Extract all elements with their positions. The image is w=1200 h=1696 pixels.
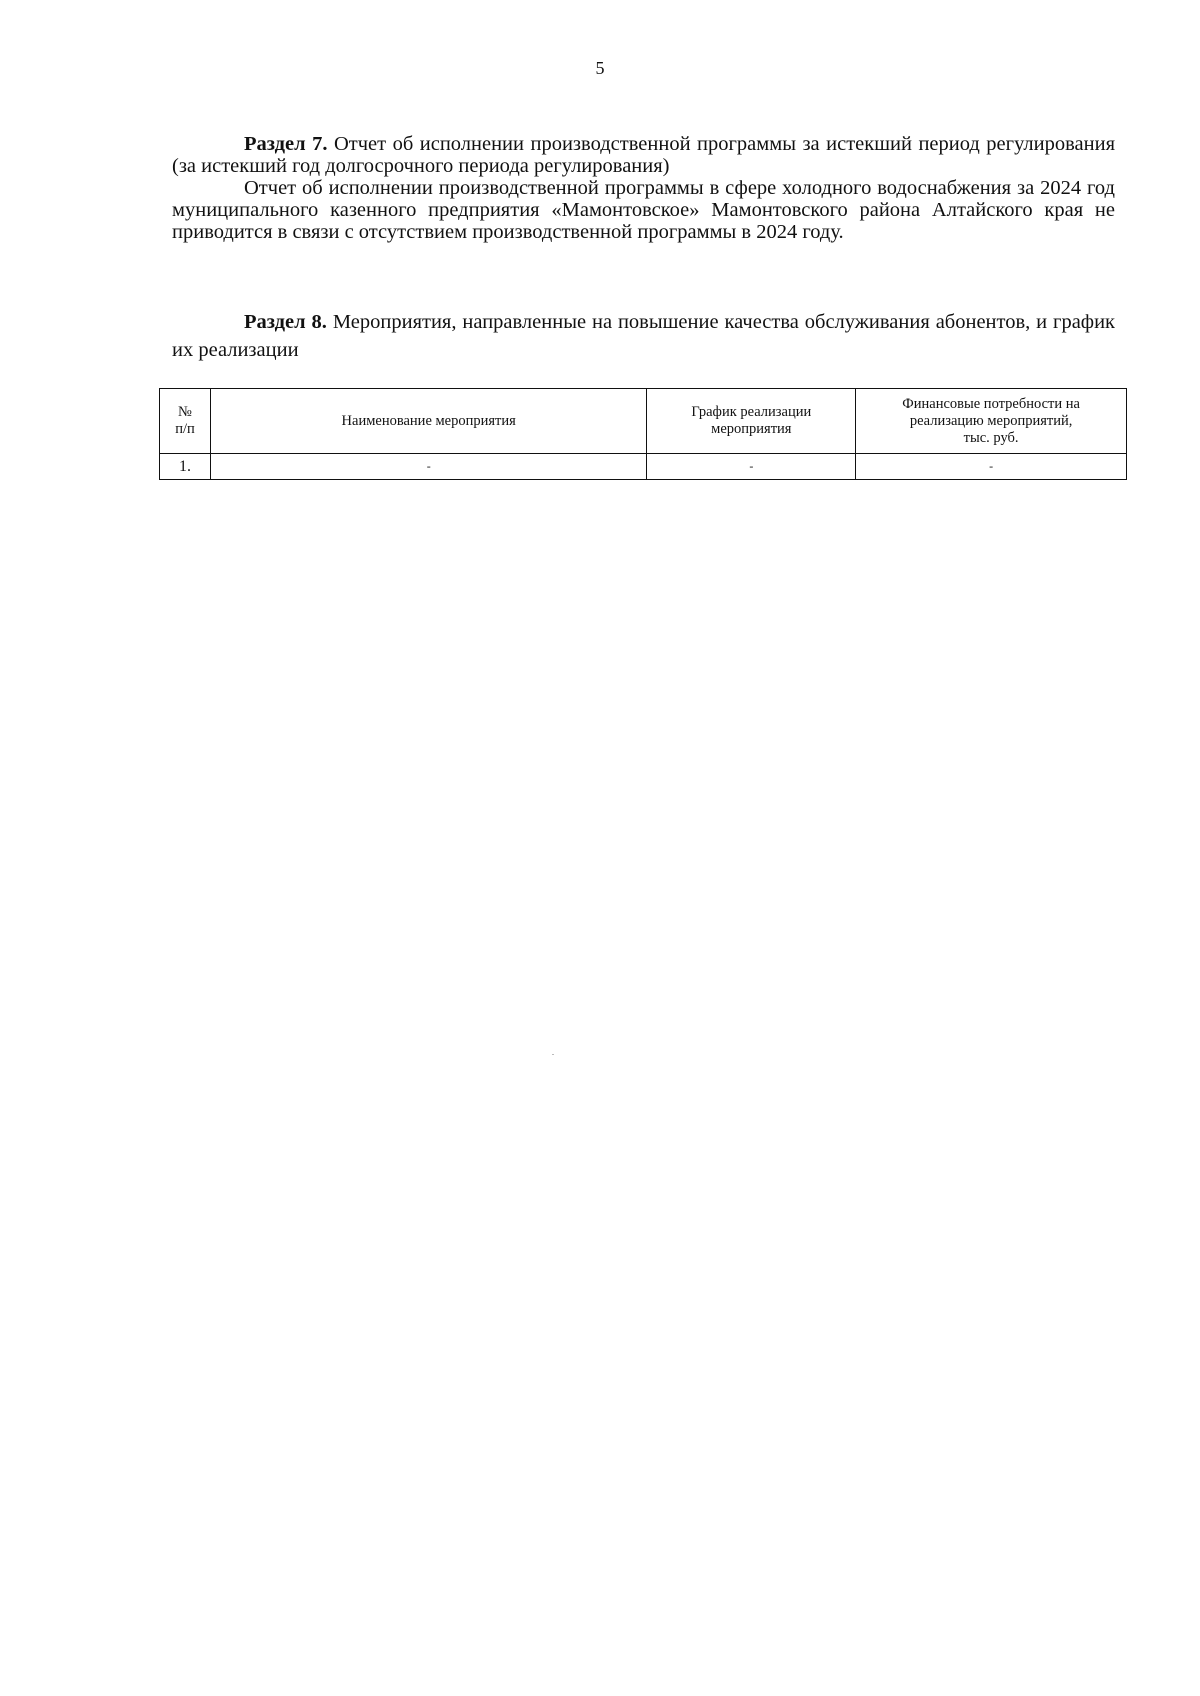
section-7 <box>172 133 1115 243</box>
section-7-title: Отчет об исполнении производственной программы за истекший период регулирования (за истекший год долгосрочного периода регулирования) <box>172 133 1115 177</box>
scan-speck <box>552 1054 554 1055</box>
header-finance-line2: реализацию мероприятий, <box>909 412 1073 429</box>
header-num-line1: № <box>178 404 192 420</box>
header-finance-line1: Финансовые потребности на <box>902 395 1080 412</box>
header-schedule-line1: График реализации <box>691 404 812 420</box>
page-number: 5 <box>595 58 605 78</box>
measures-table <box>159 388 1127 480</box>
cell-schedule: - <box>647 454 856 480</box>
header-finance <box>856 389 1127 454</box>
section-8-label: Раздел 8. <box>244 311 327 333</box>
cell-num: 1. <box>160 454 211 480</box>
cell-finance: - <box>856 454 1127 480</box>
section-8-title: Мероприятия, направленные на повышение качества обслуживания абонентов, и график их реализации <box>172 311 1116 361</box>
section-7-heading <box>172 133 1115 177</box>
header-schedule-line2: мероприятия <box>711 421 792 437</box>
table-row <box>160 454 1127 480</box>
section-8 <box>172 308 1115 364</box>
section-7-label: Раздел 7. <box>244 133 328 155</box>
header-num-line2: п/п <box>175 421 195 437</box>
header-name-text: Наименование мероприятия <box>341 412 516 429</box>
table-header-row <box>160 389 1127 454</box>
header-num <box>160 389 211 454</box>
header-name <box>210 389 646 454</box>
section-7-body: Отчет об исполнении производственной программы в сфере холодного водоснабжения за 2024 год муниципального казенного предприятия «Мамонтовское» Мамонтовского района Алтайского края не приводится в связи с отсутствием производственной программы в 2024 году. <box>172 177 1115 243</box>
cell-name: - <box>210 454 646 480</box>
header-schedule <box>647 389 856 454</box>
header-finance-line3: тыс. руб. <box>963 429 1019 446</box>
section-8-heading <box>172 308 1115 364</box>
